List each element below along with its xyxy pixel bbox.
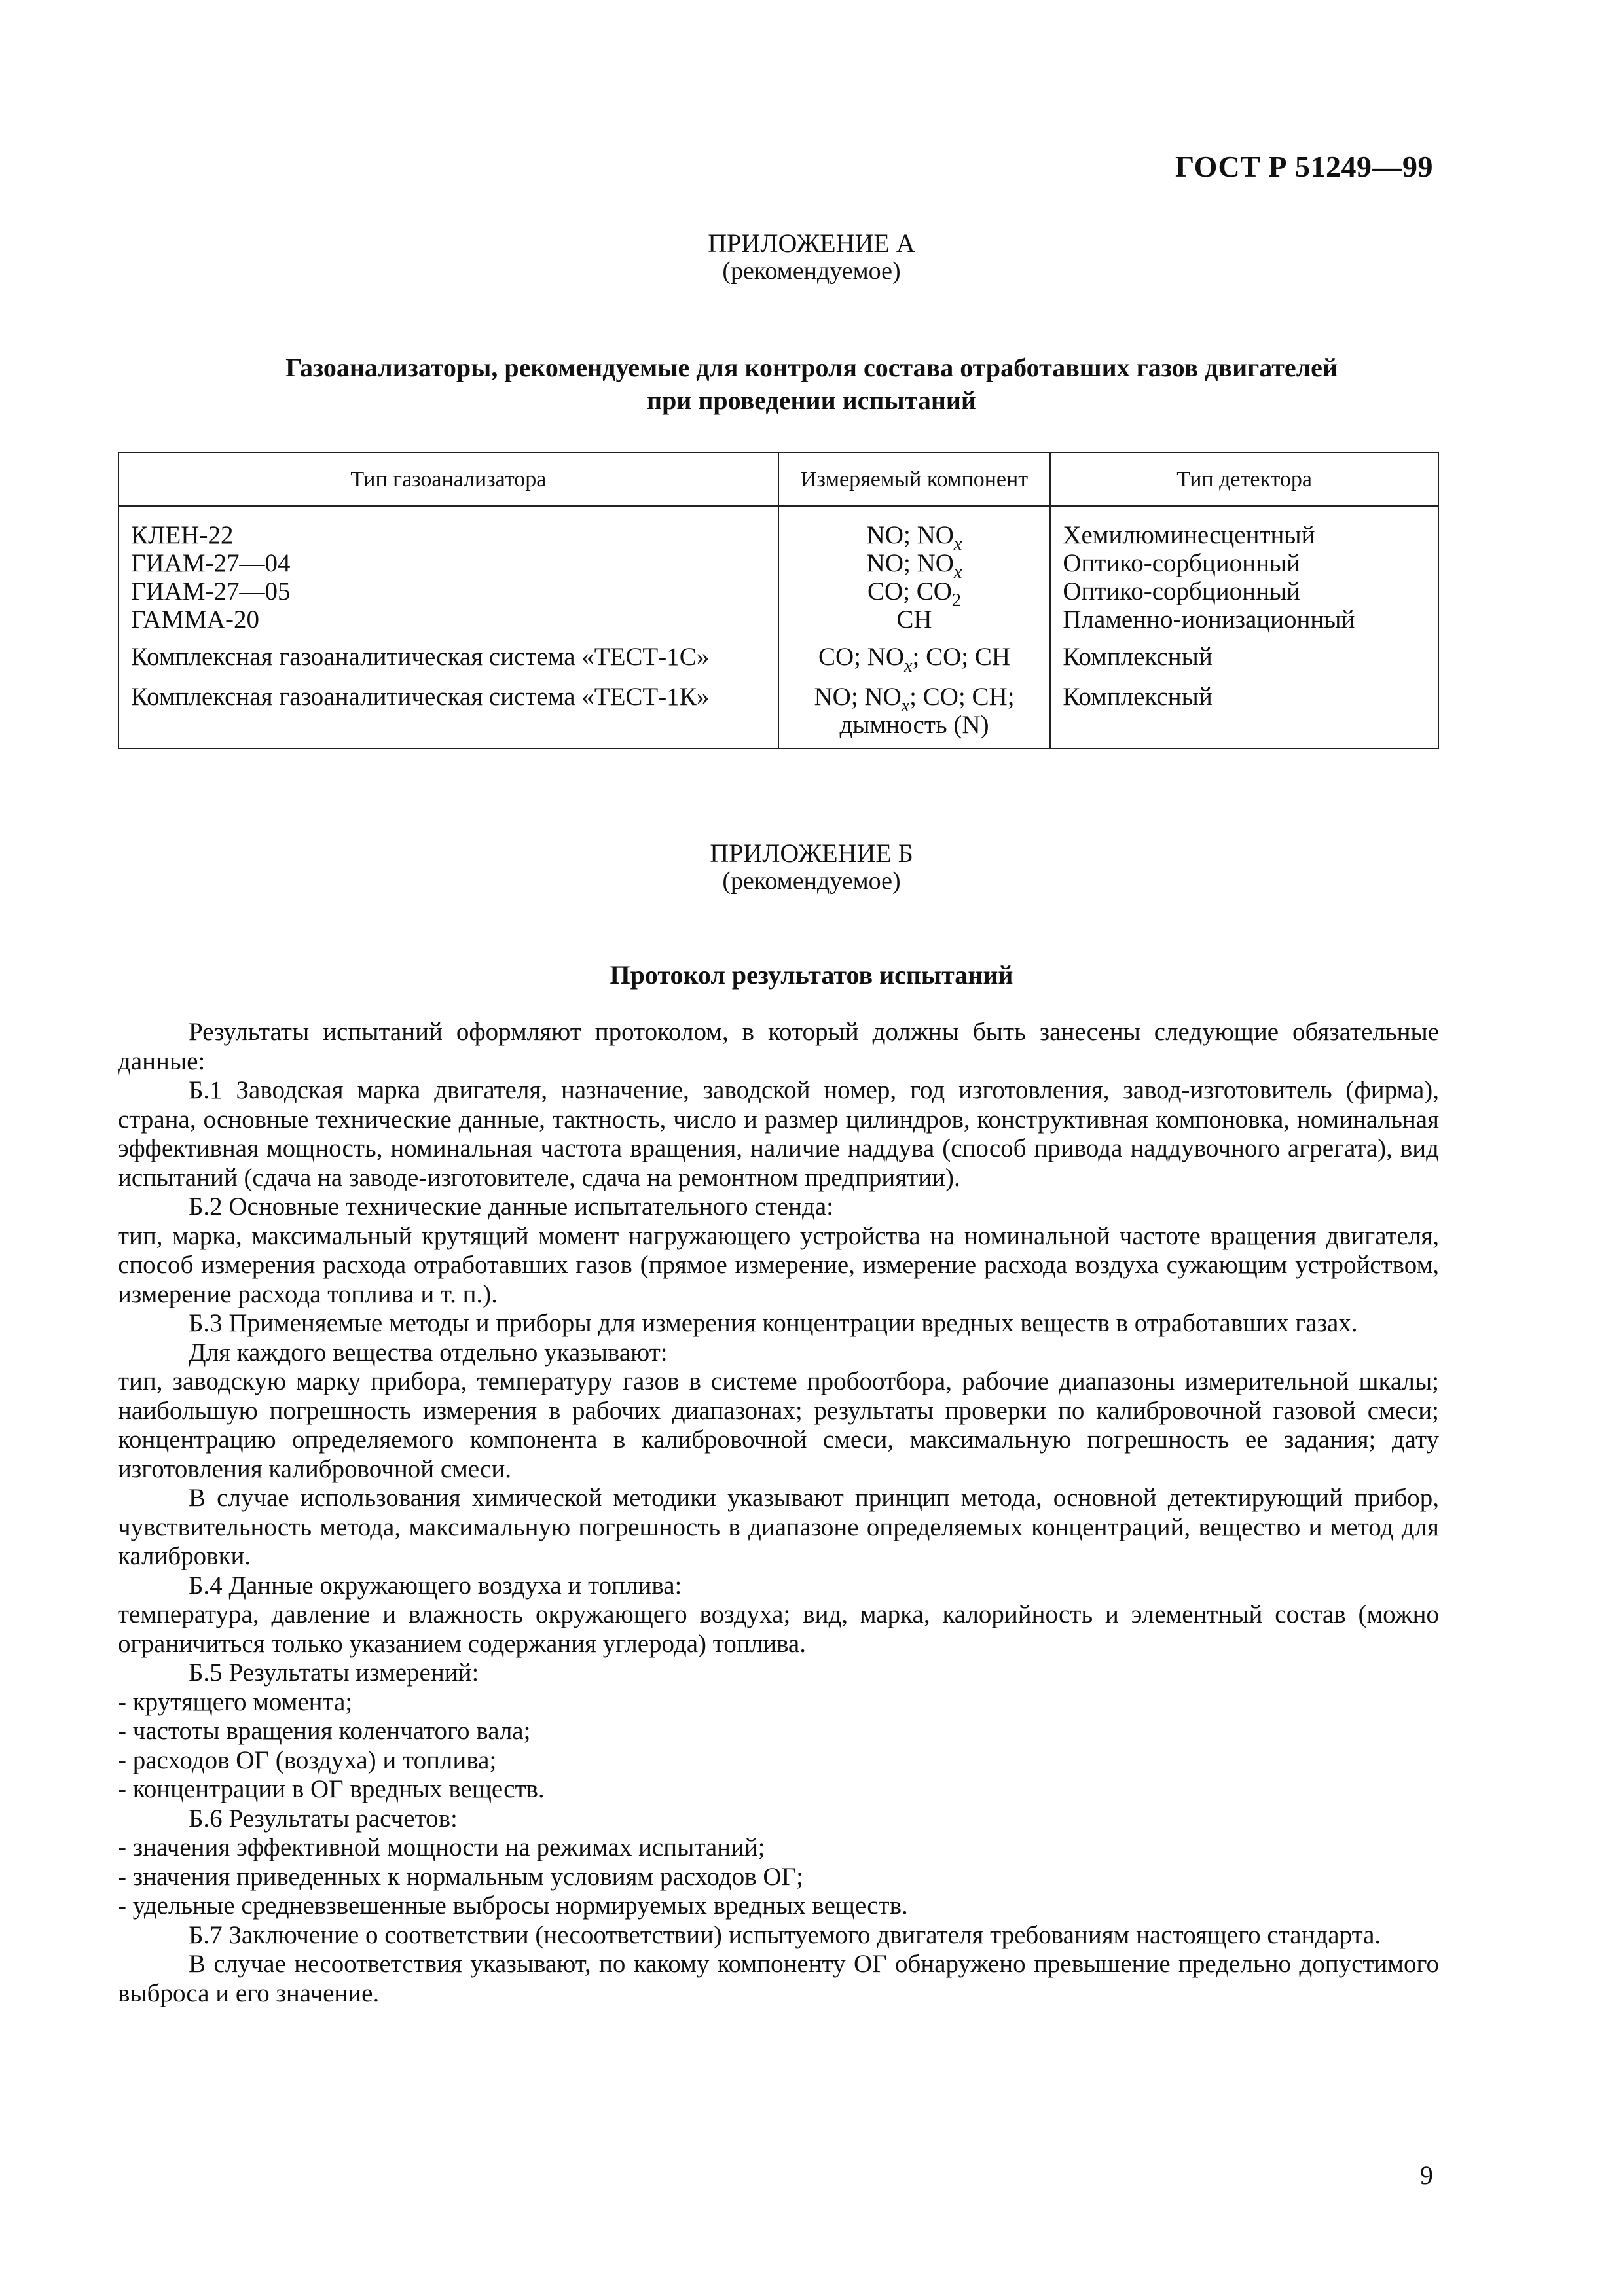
list-item: - крутящего момента;	[118, 1687, 353, 1716]
paragraph: тип, заводскую марку прибора, температуру газов в системе пробоотбора, рабочие диапазоны измерительной шкалы; наибольшую погрешность измерения в рабочих диапазонах; результаты проверки по калибровочной газовой смеси; концентрацию определяемого компонента в калибровочной смеси, максимальную погрешность ее задания; дату изготовления калибровочной смеси.	[118, 1367, 1439, 1483]
component: NO; $NO_x$	[866, 549, 962, 583]
detector-type: Оптико-сорбционный	[1063, 577, 1300, 605]
paragraph: Б.4 Данные окружающего воздуха и топлива:	[189, 1571, 682, 1600]
paragraph: Б.7 Заключение о соответствии (несоответствии) испытуемого двигателя требованиям настоящего стандарта.	[189, 1920, 1381, 1949]
table-header-row	[119, 452, 1438, 506]
appendix-b-title: ПРИЛОЖЕНИЕ Б	[710, 838, 913, 868]
detector-type-cell	[1050, 506, 1438, 634]
col-header-component: Измеряемый компонент	[778, 452, 1051, 506]
table-row	[119, 634, 1438, 671]
analyzer-type: Комплексная газоаналитическая система «ТЕСТ-1К»	[119, 671, 778, 749]
analyzer-type: ГИАМ-27—05	[131, 577, 291, 605]
appendix-b-heading: Протокол результатов испытаний	[610, 960, 1013, 990]
appendix-b-subtitle: (рекомендуемое)	[722, 867, 901, 895]
col-header-analyzer-type: Тип газоанализатора	[119, 452, 778, 506]
analyzer-type: Комплексная газоаналитическая система «ТЕСТ-1С»	[119, 634, 778, 671]
table-row	[119, 506, 1438, 634]
appendix-a-heading-line2: при проведении испытаний	[647, 386, 976, 415]
paragraph: Б.6 Результаты расчетов:	[189, 1804, 458, 1833]
gas-analyzer-table	[118, 452, 1439, 749]
table-row	[119, 671, 1438, 749]
page-number: 9	[1420, 2161, 1433, 2190]
paragraph: Б.5 Результаты измерений:	[189, 1659, 479, 1687]
list-item: - значения приведенных к нормальным условиям расходов ОГ;	[118, 1862, 803, 1891]
analyzer-type-cell	[119, 506, 778, 634]
col-header-detector-type: Тип детектора	[1050, 452, 1438, 506]
component-cell	[778, 506, 1051, 634]
paragraph: Результаты испытаний оформляют протоколом, в который должны быть занесены следующие обязательные данные:	[118, 1018, 1439, 1075]
analyzer-type: КЛЕН-22	[131, 521, 234, 549]
component: NO; $NO_x$	[866, 521, 962, 554]
appendix-a-heading-line1: Газоанализаторы, рекомендуемые для контроля состава отработавших газов двигателей	[285, 353, 1338, 382]
list-item: - значения эффективной мощности на режимах испытаний;	[118, 1833, 765, 1861]
component: CO; $CO_2$	[867, 577, 961, 611]
paragraph: Б.1 Заводская марка двигателя, назначение, заводской номер, год изготовления, завод-изготовитель (фирма), страна, основные технические данные, тактность, число и размер цилиндров, конструктивная компоновка, номинальная эффективная мощность, номинальная частота вращения, наличие наддува (способ привода наддувочного агрегата), вид испытаний (сдача на заводе-изготовителе, сдача на ремонтном предприятии).	[118, 1076, 1439, 1192]
paragraph: Для каждого вещества отдельно указывают:	[189, 1338, 668, 1367]
paragraph: В случае использования химической методики указывают принцип метода, основной детектирующий прибор, чувствительность метода, максимальную погрешность в диапазоне определяемых концентраций, вещество и метод для калибровки.	[118, 1484, 1439, 1570]
detector-type: Пламенно-ионизационный	[1063, 605, 1355, 634]
detector-type: Комплексный	[1050, 671, 1438, 749]
protocol-body	[118, 1018, 1439, 2008]
list-item: - частоты вращения коленчатого вала;	[118, 1717, 531, 1745]
paragraph: температура, давление и влажность окружающего воздуха; вид, марка, калорийность и элементный состав (можно ограничиться только указанием содержания углерода) топлива.	[118, 1600, 1439, 1658]
paragraph: В случае несоответствия указывают, по какому компоненту ОГ обнаружено превышение предельно допустимого выброса и его значение.	[118, 1950, 1439, 2007]
detector-type: Хемилюминесцентный	[1063, 521, 1315, 549]
appendix-a-title: ПРИЛОЖЕНИЕ А	[708, 228, 915, 258]
analyzer-type: ГАММА-20	[131, 605, 259, 634]
paragraph: Б.2 Основные технические данные испытательного стенда:	[189, 1193, 833, 1221]
detector-type: Оптико-сорбционный	[1063, 549, 1300, 577]
component: NO; $NO_x$; CO; CH; дымность (N)	[778, 671, 1051, 749]
document-code: ГОСТ Р 51249—99	[1175, 150, 1433, 183]
paragraph: тип, марка, максимальный крутящий момент нагружающего устройства на номинальной частоте вращения двигателя, способ измерения расхода отработавших газов (прямое измерение, измерение расхода воздуха сужающим устройством, измерение расхода топлива и т. п.).	[118, 1221, 1439, 1308]
component: CO; $NO_x$; CO; CH	[778, 634, 1051, 671]
analyzer-type: ГИАМ-27—04	[131, 549, 291, 577]
paragraph: Б.3 Применяемые методы и приборы для измерения концентрации вредных веществ в отработавших газах.	[189, 1309, 1358, 1337]
list-item: - удельные средневзвешенные выбросы нормируемых вредных веществ.	[118, 1892, 908, 1920]
list-item: - концентрации в ОГ вредных веществ.	[118, 1775, 545, 1803]
detector-type: Комплексный	[1050, 634, 1438, 671]
component: CH	[896, 605, 932, 634]
appendix-a-subtitle: (рекомендуемое)	[722, 257, 901, 285]
list-item: - расходов ОГ (воздуха) и топлива;	[118, 1746, 497, 1774]
